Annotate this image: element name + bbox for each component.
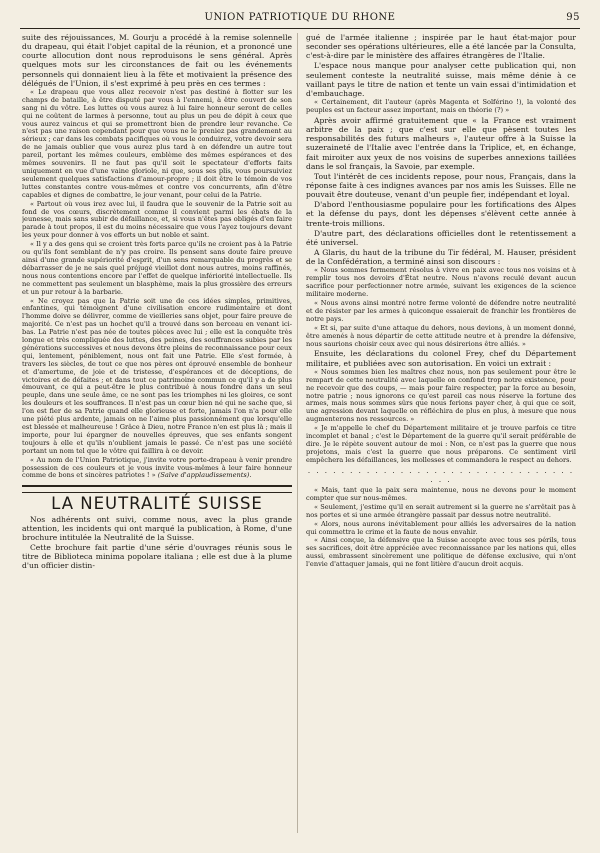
speech-paragraph: « Le drapeau que vous allez recevoir n'est pas destiné à flotter sur les champs de bataille, à être disputé par vous à l'ennemi, à être couvert de son sang ni du vôtre. Les luttes où vous aurez à lui faire honneur seront de celles qui ne coûtent de larmes à personne, tout au plus un peu de dépit à ceux que vous aurez vaincus et qui se promettront bien de prendre leur revanche. Ce n'est pas une raison cependant pour que vous ne le preniez pas grandement au sérieux ; car dans les combats pacifiques où vous le conduirez, votre devoir sera de ne jamais oublier que vous aurez plus tard à en défendre un autre tout pareil, portant les mêmes couleurs, emblème des mêmes espérances et des mêmes souvenirs. Il ne faut pas qu'il soit le spectateur d'efforts faits uniquement en vue d'une vaine gloriole, ni que, sous ses plis, vous poursuiviez seulement quelques satisfactions d'amour-propre ; il doit être le témoin de vos luttes constantes contre vous-mêmes et contre vos concurrents, afin d'être capables et dignes de combattre, le jour venant, pour celui de la Patrie. — [22, 87, 292, 199]
page-number: 95 — [566, 12, 580, 23]
paragraph: L'espace nous manque pour analyser cette publication qui, non seulement conteste la neutralité suisse, mais même dénie à ce vaillant pays le titre de nation et tente un vain essai d'intimidation et d'embauchage. — [306, 61, 576, 98]
paragraph: Tout l'intérêt de ces incidents repose, pour nous, Français, dans la réponse faite à ces indignes avances par nos amis les Suisses. Elle ne pouvait être douteuse, venant d'un peuple fier, indépendant et loyal. — [306, 171, 576, 200]
quote-paragraph: « Je m'appelle le chef du Département militaire et je trouve parfois ce titre incomplet et banal ; c'est le Département de la guerre qu'il serait préférable de dire. Je le répète souvent autour de moi : Non, ce n'est pas la guerre que nous projetons, mais c'est la guerre que nous préparons. Ce sentiment viril empêchera les défaillances, les mollesses et commandera le respect au dehors. — [306, 424, 576, 464]
quote-paragraph: « Mais, tant que la paix sera maintenue, nous ne devons pour le moment compter que sur nous-mêmes. — [306, 485, 576, 502]
applause-note: (Salve d'applaudissements). — [157, 471, 252, 480]
right-column — [306, 33, 576, 839]
paragraph: D'abord l'enthousiasme populaire pour les fortifications des Alpes et la défense du pays, dont les dépenses s'élèvent cette année à trente-trois millions. — [306, 200, 576, 228]
speech-paragraph: « Ne croyez pas que la Patrie soit une de ces idées simples, primitives, enfantines, qui témoignent d'une civilisation encore rudimentaire et dont l'homme doive se délivrer, comme de vieilleries sans objet, pour faire preuve de majorité. Ce n'est pas un hochet qu'il a trouvé dans son berceau en venant ici-bas. La Patrie n'est pas née de toutes pièces avec lui ; elle est la conquête très longue et très compliquée des luttes, des peines, des souffrances subies par les générations successives et nous devons être pleins de reconnaissance pour ceux qui, lentement, péniblement, nous ont fait une Patrie. Elle s'est formée, à travers les siècles, de tout ce que nos pères ont éprouvé ensemble de bonheur et d'amertume, de joie et de tristesse, d'espérances et de déceptions, de victoires et de défaites ; et dans tout ce patrimoine commun ce qu'il y a de plus émouvant, ce qui a peut-être le plus contribué à nous fondre dans un seul peuple, dans une seule âme, ce ne sont pas les triomphes ni les gloires, ce sont les douleurs et les souffrances. Il n'est pas un cœur bien né qui ne sache que, si l'on est fier de sa Patrie quand elle glorieuse et forte, jamais l'on n'a pour elle une piété plus ardente, jamais on ne l'aime plus passionnément que lorsqu'elle est blessée et malheureuse ! Grâce à Dieu, notre France n'en est plus là ; mais il importe, pour lui épargner de nouvelles épreuves, que ses enfants songent toujours à elle et qu'ils n'oublient jamais le passé. Ce n'est pas une société portant un nom tel que le vôtre qui faillira à ce devoir. — [22, 296, 292, 455]
speech-paragraph: « Partout où vous irez avec lui, il faudra que le souvenir de la Patrie soit au fond de vos cœurs, discrètement comme il convient parmi les ébats de la jeunesse, mais sans subir de défaillance, et, si vous n'êtes pas obligés d'en faire parade à tout propos, il est du moins nécessaire que vous l'ayez toujours devant les yeux pour donner à vos efforts un but noble et saint. — [22, 199, 292, 240]
column-separator — [297, 33, 298, 833]
quote-paragraph: « Nous avons ainsi montré notre ferme volonté de défendre notre neutralité et de résister par les armes à quiconque essaierait de franchir les frontières de notre pays. — [306, 299, 576, 323]
paragraph: Cette brochure fait partie d'une série d'ouvrages réunis sous le titre de Biblioteca minima popolare italiana ; elle est due à la plume d'un officier distin- — [22, 542, 292, 571]
left-column — [22, 33, 292, 839]
speech-closing-text: « Au nom de l'Union Patriotique, j'invite votre porte-drapeau à venir prendre possession de ces couleurs et je vous invite vous-mêmes à leur faire honneur comme de bons et sincères patriotes ! » — [22, 455, 292, 480]
paragraph: Nos adhérents ont suivi, comme nous, avec la plus grande attention, les incidents qui ont marqué la publication, à Rome, d'une brochure intitulée la Neutralité de la Suisse. — [22, 514, 292, 542]
quote-paragraph: « Et si, par suite d'une attaque du dehors, nous devions, à un moment donné, être amenés à nous départir de cette attitude neutre et à prendre la défensive, nous saurions choisir ceux avec qui nous désirerions être alliés. » — [306, 323, 576, 348]
quote-paragraph: « Ainsi conçue, la défensive que la Suisse accepte avec tous ses périls, tous ses sacrifices, doit être appréciée avec reconnaissance par les nations qui, elles aussi, embrassent sincèrement une politique de défense exclusive, qui n'ont l'envie d'attaquer jamais, qui ne font litière d'aucun droit acquis. — [306, 536, 576, 569]
quote-paragraph: « Alors, nous aurons inévitablement pour alliés les adversaires de la nation qui commettra le crime et la faute de nous envahir. — [306, 519, 576, 536]
quote-paragraph: « Nous sommes bien les maîtres chez nous, non pas seulement pour être le rempart de cette neutralité avec laquelle on confond trop notre existence, pour ne recevoir que des coups, — mais pour faire respecter, par la force au besoin, notre patrie ; nous ignorons ce qu'est pareil cas nous réserve la fortune des armes, mais nous sommes sûrs que nous ferions payer cher, à qui que ce soit, une agression devant laquelle on réfléchira de plus en plus, à mesure que nous augmenterons nos ressources. » — [306, 367, 576, 424]
section-divider — [22, 485, 292, 493]
running-header — [20, 6, 580, 26]
paragraph: Ensuite, les déclarations du colonel Frey, chef du Département militaire, et publiées avec son autorisation. En voici un extrait : — [306, 349, 576, 368]
quote-paragraph: « Seulement, j'estime qu'il en serait autrement si la guerre ne s'arrêtait pas à nos portes et si une armée étrangère passait par dessus notre neutralité. — [306, 502, 576, 519]
paragraph: gué de l'armée italienne ; inspirée par le haut état-major pour seconder ses opérations ultérieures, elle a été lancée par la Consulta, c'est-à-dire par le ministère des affaires étrangères de l'Italie. — [306, 33, 576, 61]
paragraph: suite des réjouissances, M. Gourju a procédé à la remise solennelle du drapeau, qui était l'objet capital de la réunion, et a prononcé une courte allocution dont nous reproduisons le sens général. Après quelques mots sur les circonstances de fait ou les événements personnels qui donnaient lieu à la fête et motivaient la présence des délégués de l'Union, il s'est exprimé à peu près en ces termes : — [22, 33, 292, 88]
section-heading: LA NEUTRALITÉ SUISSE — [51, 494, 263, 514]
paragraph: A Glaris, du haut de la tribune du Tir fédéral, M. Hauser, président de la Confédération, a terminé ainsi son discours : — [306, 248, 576, 267]
speech-closing — [22, 457, 292, 481]
speech-paragraph: « Il y a des gens qui se croient très forts parce qu'ils ne croient pas à la Patrie ou qu'ils font semblant de n'y pas croire. Ils pensent sans doute faire preuve ainsi d'une grande supériorité d'esprit, d'un sens remarquable du progrès et se débarrasser de je ne sais quel préjugé vieillot dont nous autres, moins raffinés, nous nous contentions encore par l'effet de quelque infériorité intellectuelle. Ils ne commettent pas seulement un blasphème, mais la plus grossière des erreurs et un pur retour à la barbarie. — [22, 240, 292, 296]
ellipsis-row: . . . . . . . . . . . . . . . . . . . . . . . . . . . . . . . . . . . — [307, 466, 575, 484]
header-rule — [20, 28, 580, 29]
journal-title: UNION PATRIOTIQUE DU RHONE — [204, 12, 396, 23]
paragraph: D'autre part, des déclarations officielles dont le retentissement a été universel. — [306, 228, 576, 247]
paragraph: Après avoir affirmé gratuitement que « la France est vraiment arbitre de la paix ; que c'est sur elle que pèsent toutes les responsabilités des futurs malheurs », l'auteur offre à la Suisse la suzeraineté de l'Italie avec l'entrée dans la Triplice, et, en échange, fait miroiter aux yeux de nos voisins de superbes annexions taillées dans le sol français, la Savoie, par exemple. — [306, 115, 576, 171]
quote-paragraph: « Nous sommes fermement résolus à vivre en paix avec tous nos voisins et à remplir tous nos devoirs d'État neutre. Nous n'avons reculé devant aucun sacrifice pour perfectionner notre armée, suivant les exigences de la science militaire moderne. — [306, 266, 576, 299]
quote-paragraph: « Certainement, dit l'auteur (après Magenta et Solférino !), la volonté des peuples est un facteur assez important, mais en théorie (?) » — [306, 98, 576, 114]
